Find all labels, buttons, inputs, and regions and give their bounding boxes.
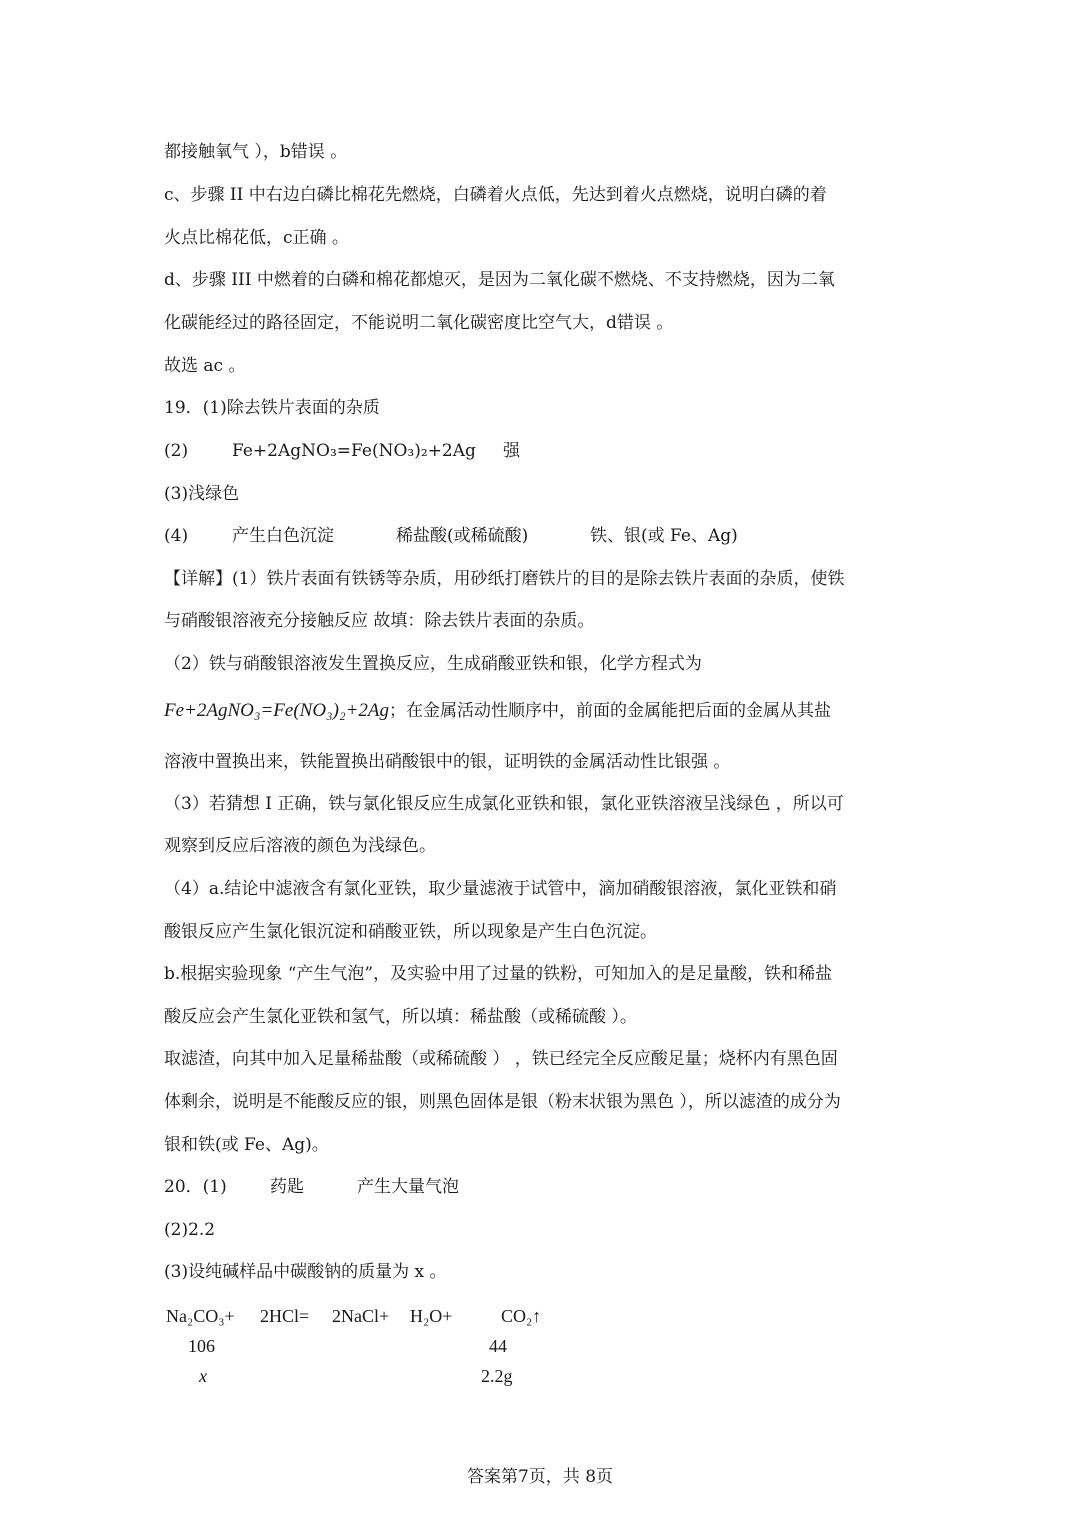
- eq-106: 106: [188, 1336, 215, 1356]
- formula-equation: Fe+2AgNO₃=Fe(NO₃)₂+2Ag: [164, 700, 390, 721]
- detail2-2: （3）若猜想 I 正确，铁与氯化银反应生成氯化亚铁和银，氯化亚铁溶液呈浅绿色 ，所以可: [164, 794, 844, 814]
- line-7: 19．(1)除去铁片表面的杂质: [164, 398, 380, 418]
- q19-3: (3)浅绿色: [164, 484, 240, 504]
- q20-2: (2)2.2: [164, 1220, 216, 1240]
- detail2-3: 观察到反应后溶液的颜色为浅绿色。: [164, 836, 436, 856]
- q19-4-a: 产生白色沉淀: [232, 526, 334, 546]
- line-1: 都接触氧气 ），b错误 。: [164, 142, 348, 162]
- line-5: 化碳能经过的路径固定，不能说明二氧化碳密度比空气大，d错误 。: [164, 313, 674, 333]
- detail-1: 【详解】(1）铁片表面有铁锈等杂质，用砂纸打磨铁片的目的是除去铁片表面的杂质，使铁: [164, 569, 845, 589]
- detail2-6: b.根据实验现象 “产生气泡”，及实验中用了过量的铁粉，可知加入的是足量酸，铁和稀盐: [164, 964, 833, 984]
- page-footer: 答案第7页，共 8页: [466, 1467, 614, 1487]
- q20-1-a: 药匙: [270, 1177, 304, 1197]
- line-6: 故选 ac 。: [164, 356, 246, 376]
- q20-1-num: 20．(1): [164, 1177, 227, 1197]
- eq-h2o: H₂O+: [410, 1306, 453, 1326]
- line-4: d、步骤 III 中燃着的白磷和棉花都熄灭，是因为二氧化碳不燃烧、不支持燃烧，因为二氧: [164, 270, 835, 290]
- eq-co2: CO₂↑: [501, 1306, 542, 1326]
- eq-na2co3: Na₂CO₃+: [166, 1306, 235, 1326]
- detail-3: （2）铁与硝酸银溶液发生置换反应，生成硝酸亚铁和银，化学方程式为: [164, 654, 702, 674]
- q19-2-answer: 强: [503, 441, 520, 461]
- detail2-8: 取滤渣，向其中加入足量稀盐酸（或稀硫酸 ） ，铁已经完全反应酸足量；烧杯内有黑色固: [164, 1049, 838, 1069]
- q19-4-b: 稀盐酸(或稀硫酸): [396, 526, 529, 546]
- formula-text: ；在金属活动性顺序中，前面的金属能把后面的金属从其盐: [389, 701, 832, 721]
- eq-hcl: 2HCl=: [260, 1306, 310, 1326]
- detail2-4: （4）a.结论中滤液含有氯化亚铁，取少量滤液于试管中，滴加硝酸银溶液，氯化亚铁和硝: [164, 879, 837, 899]
- eq-nacl: 2NaCl+: [332, 1306, 390, 1326]
- detail2-1: 溶液中置换出来，铁能置换出硝酸银中的银，证明铁的金属活动性比银强 。: [164, 752, 731, 772]
- line-2: c、步骤 II 中右边白磷比棉花先燃烧，白磷着火点低，先达到着火点燃烧，说明白磷的着: [164, 185, 827, 205]
- formula-line: [164, 699, 831, 723]
- detail2-5: 酸银反应产生氯化银沉淀和硝酸亚铁，所以现象是产生白色沉淀。: [164, 922, 657, 942]
- detail2-10: 银和铁(或 Fe、Ag)。: [164, 1135, 329, 1155]
- line-3: 火点比棉花低，c正确 。: [164, 228, 349, 248]
- q19-2-equation: Fe+2AgNO₃=Fe(NO₃)₂+2Ag: [232, 441, 476, 461]
- detail2-9: 体剩余，说明是不能酸反应的银，则黑色固体是银（粉末状银为黑色 ），所以滤渣的成分为: [164, 1092, 841, 1112]
- q19-4-num: (4): [164, 526, 189, 546]
- q19-2-num: (2): [164, 441, 189, 461]
- detail-2: 与硝酸银溶液充分接触反应 故填：除去铁片表面的杂质。: [164, 611, 595, 631]
- q19-4-c: 铁、银(或 Fe、Ag): [590, 526, 738, 546]
- eq-44: 44: [489, 1336, 507, 1356]
- q20-1-b: 产生大量气泡: [357, 1177, 459, 1197]
- q20-3: (3)设纯碱样品中碳酸钠的质量为 x 。: [164, 1262, 447, 1282]
- eq-2-2g: 2.2g: [481, 1366, 513, 1386]
- detail2-7: 酸反应会产生氯化亚铁和氢气，所以填：稀盐酸（或稀硫酸 ）。: [164, 1007, 637, 1027]
- eq-x: x: [199, 1366, 207, 1386]
